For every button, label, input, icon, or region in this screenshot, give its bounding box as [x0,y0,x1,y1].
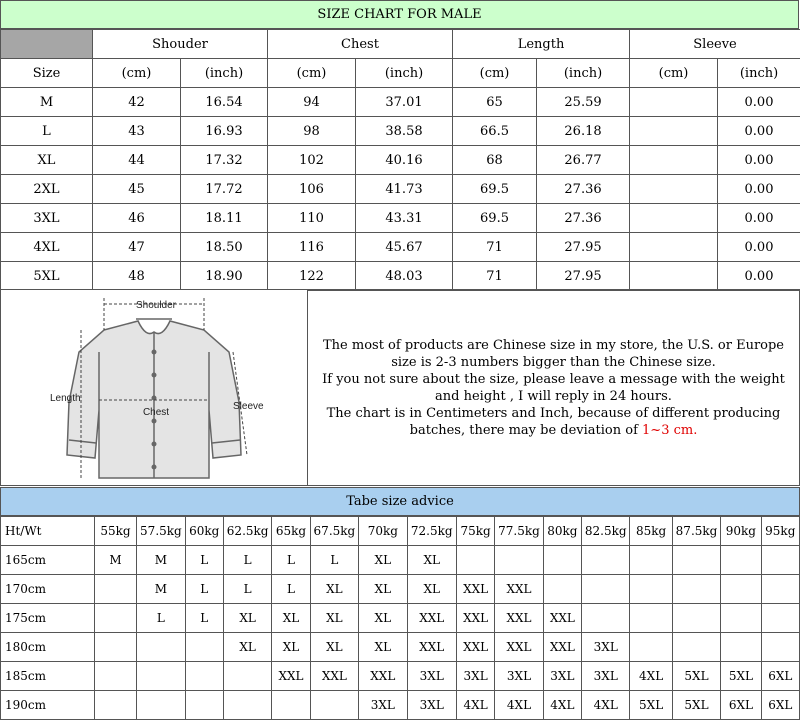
measurement-cell: 41.73 [356,175,453,204]
shirt-icon [1,290,307,485]
measurement-cell [630,175,718,204]
group-header-length: Length [453,30,630,59]
unit-header: (inch) [718,59,800,88]
advice-size-cell: 4XL [582,691,630,720]
advice-size-cell: XL [359,604,407,633]
advice-size-cell: 6XL [761,691,799,720]
measurement-cell: 69.5 [453,175,537,204]
weight-header: 70kg [359,517,407,546]
advice-size-cell [543,575,581,604]
advice-size-cell [94,691,136,720]
measurement-cell: 47 [93,233,181,262]
weight-header: 95kg [761,517,799,546]
advice-size-cell [672,546,720,575]
advice-size-cell [94,575,136,604]
advice-size-cell: XXL [359,662,407,691]
weight-header: 62.5kg [223,517,271,546]
note-line-3 [312,405,795,439]
header-corner [1,30,93,59]
advice-size-cell: M [137,546,185,575]
height-cell: 170cm [1,575,95,604]
height-cell: 190cm [1,691,95,720]
weight-header: 57.5kg [137,517,185,546]
advice-size-cell [721,575,761,604]
advice-size-cell: XL [359,546,407,575]
advice-size-cell [456,546,494,575]
unit-header: (cm) [630,59,718,88]
length-label: Length [50,393,81,404]
advice-size-cell [94,662,136,691]
measurement-cell: 0.00 [718,175,800,204]
advice-size-cell: XL [359,575,407,604]
advice-size-cell: M [94,546,136,575]
advice-size-cell: XXL [543,633,581,662]
measurement-cell: 0.00 [718,146,800,175]
advice-size-cell [495,546,543,575]
advice-size-cell: L [272,575,310,604]
advice-size-cell [223,662,271,691]
measurement-cell: 45.67 [356,233,453,262]
measurement-cell: 94 [268,88,356,117]
advice-size-cell [672,575,720,604]
unit-header: (cm) [453,59,537,88]
unit-header: (cm) [93,59,181,88]
note-line-2: If you not sure about the size, please leave a message with the weight and height , I will reply in 24 hours. [312,371,795,405]
advice-size-cell [137,662,185,691]
advice-size-cell: XXL [407,604,456,633]
measurement-cell: 68 [453,146,537,175]
measurement-cell: 17.32 [181,146,268,175]
measurement-cell: 0.00 [718,204,800,233]
advice-row [1,575,800,604]
size-chart-title: SIZE CHART FOR MALE [0,0,799,29]
advice-size-cell [672,633,720,662]
height-cell: 165cm [1,546,95,575]
advice-size-cell [630,633,672,662]
size-chart-table [0,29,800,291]
advice-size-cell: XXL [495,575,543,604]
advice-size-cell: XXL [407,633,456,662]
advice-size-cell [137,633,185,662]
size-row [1,204,800,233]
measurement-cell: 27.36 [537,204,630,233]
advice-size-cell [223,691,271,720]
advice-size-cell [761,633,799,662]
advice-size-cell: 3XL [582,633,630,662]
advice-size-cell [310,691,358,720]
advice-size-cell: 6XL [761,662,799,691]
measurement-cell [630,88,718,117]
advice-size-cell: M [137,575,185,604]
measurement-cell: 122 [268,262,356,291]
advice-row [1,633,800,662]
advice-size-cell: XXL [456,633,494,662]
measurement-cell: 106 [268,175,356,204]
advice-size-cell: XL [407,546,456,575]
advice-size-cell: 5XL [721,662,761,691]
height-cell: 185cm [1,662,95,691]
advice-size-cell [630,546,672,575]
measurement-cell: 40.16 [356,146,453,175]
unit-header: (inch) [181,59,268,88]
measurement-cell: 45 [93,175,181,204]
weight-header: 65kg [272,517,310,546]
measurement-cell: 98 [268,117,356,146]
size-cell: 4XL [1,233,93,262]
measurement-cell: 0.00 [718,117,800,146]
advice-row [1,546,800,575]
advice-size-cell [185,691,223,720]
measurement-cell: 116 [268,233,356,262]
measurement-cell [630,117,718,146]
group-header-shoulder: Shouder [93,30,268,59]
weight-header: 55kg [94,517,136,546]
advice-size-cell [761,575,799,604]
measurement-cell: 69.5 [453,204,537,233]
weight-header: 60kg [185,517,223,546]
weight-header: 72.5kg [407,517,456,546]
advice-size-cell: XL [310,633,358,662]
advice-size-cell: XXL [543,604,581,633]
group-header-sleeve: Sleeve [630,30,800,59]
measurement-cell: 26.18 [537,117,630,146]
advice-size-cell: XXL [272,662,310,691]
advice-size-cell [185,662,223,691]
advice-size-cell: L [272,546,310,575]
advice-size-cell [543,546,581,575]
measurement-cell: 26.77 [537,146,630,175]
measurement-cell: 27.36 [537,175,630,204]
advice-size-cell [185,633,223,662]
measurement-cell: 38.58 [356,117,453,146]
size-cell: L [1,117,93,146]
measurement-cell: 37.01 [356,88,453,117]
size-advice-title: Tabe size advice [0,487,800,516]
advice-header-row [1,517,800,546]
advice-row [1,662,800,691]
advice-size-cell: 3XL [495,662,543,691]
advice-size-cell [630,575,672,604]
advice-size-cell: XL [272,633,310,662]
measurement-cell: 42 [93,88,181,117]
measurement-cell: 17.72 [181,175,268,204]
advice-size-cell: XL [223,604,271,633]
advice-size-cell: XXL [495,604,543,633]
measurement-cell: 46 [93,204,181,233]
size-row [1,146,800,175]
measurement-cell: 27.95 [537,233,630,262]
advice-size-cell: 3XL [543,662,581,691]
advice-size-cell: 5XL [672,662,720,691]
measurement-cell: 18.50 [181,233,268,262]
shirt-measurement-illustration [0,289,308,486]
advice-size-cell: XXL [456,575,494,604]
advice-size-cell: 4XL [495,691,543,720]
info-section [0,289,800,487]
size-chart-unit-header [1,59,800,88]
size-cell: 2XL [1,175,93,204]
size-row [1,262,800,291]
advice-size-cell: 4XL [543,691,581,720]
size-row [1,117,800,146]
advice-size-cell: 5XL [630,691,672,720]
advice-size-cell: XXL [495,633,543,662]
advice-size-cell: L [185,575,223,604]
advice-size-cell: 3XL [407,691,456,720]
measurement-cell: 43.31 [356,204,453,233]
advice-size-cell [721,633,761,662]
advice-size-cell: XL [310,604,358,633]
advice-row [1,691,800,720]
advice-size-cell [137,691,185,720]
measurement-cell: 0.00 [718,233,800,262]
measurement-cell [630,233,718,262]
advice-size-cell: L [223,575,271,604]
size-column-header: Size [1,59,93,88]
advice-size-cell: L [223,546,271,575]
advice-size-cell [721,604,761,633]
size-cell: XL [1,146,93,175]
size-row [1,88,800,117]
weight-header: 67.5kg [310,517,358,546]
size-row [1,233,800,262]
advice-size-cell [630,604,672,633]
size-row [1,175,800,204]
advice-size-cell [761,604,799,633]
measurement-cell: 27.95 [537,262,630,291]
advice-size-cell: 5XL [672,691,720,720]
size-cell: 5XL [1,262,93,291]
advice-size-cell: XL [272,604,310,633]
advice-size-cell: L [137,604,185,633]
measurement-cell: 48 [93,262,181,291]
advice-size-cell: XL [223,633,271,662]
size-cell: 3XL [1,204,93,233]
advice-size-cell [582,604,630,633]
measurement-cell: 18.90 [181,262,268,291]
advice-size-cell: L [310,546,358,575]
advice-size-cell: XL [359,633,407,662]
measurement-cell: 18.11 [181,204,268,233]
height-cell: 180cm [1,633,95,662]
weight-header: 77.5kg [495,517,543,546]
weight-header: 85kg [630,517,672,546]
advice-size-cell [761,546,799,575]
advice-size-cell: L [185,604,223,633]
advice-size-cell [94,633,136,662]
advice-size-cell: 6XL [721,691,761,720]
measurement-cell: 0.00 [718,262,800,291]
advice-size-cell: 4XL [456,691,494,720]
advice-corner-header: Ht/Wt [1,517,95,546]
advice-size-cell [672,604,720,633]
measurement-cell [630,146,718,175]
measurement-cell: 0.00 [718,88,800,117]
measurement-cell: 16.54 [181,88,268,117]
advice-size-cell [272,691,310,720]
advice-size-cell: 3XL [407,662,456,691]
chest-label: Chest [143,407,169,418]
advice-size-cell [94,604,136,633]
measurement-cell: 71 [453,262,537,291]
measurement-cell [630,204,718,233]
size-cell: M [1,88,93,117]
sleeve-label: Sleeve [233,401,264,412]
measurement-cell: 44 [93,146,181,175]
advice-size-cell: XXL [456,604,494,633]
deviation-highlight: 1~3 cm. [642,423,697,438]
measurement-cell: 25.59 [537,88,630,117]
weight-header: 80kg [543,517,581,546]
advice-size-cell: XL [310,575,358,604]
size-advice-table [0,516,800,720]
advice-size-cell: L [185,546,223,575]
advice-row [1,604,800,633]
advice-size-cell: 4XL [630,662,672,691]
weight-header: 75kg [456,517,494,546]
measurement-cell: 65 [453,88,537,117]
size-chart-group-header [1,30,800,59]
unit-header: (inch) [537,59,630,88]
measurement-cell: 66.5 [453,117,537,146]
group-header-chest: Chest [268,30,453,59]
height-cell: 175cm [1,604,95,633]
size-notes [308,289,800,486]
advice-size-cell [721,546,761,575]
note-line-1: The most of products are Chinese size in my store, the U.S. or Europe size is 2-3 numbers bigger than the Chinese size. [312,337,795,371]
measurement-cell: 48.03 [356,262,453,291]
shoulder-label: Shoulder [136,300,177,311]
measurement-cell [630,262,718,291]
unit-header: (inch) [356,59,453,88]
measurement-cell: 43 [93,117,181,146]
advice-size-cell: 3XL [582,662,630,691]
unit-header: (cm) [268,59,356,88]
advice-size-cell: XXL [310,662,358,691]
measurement-cell: 16.93 [181,117,268,146]
weight-header: 82.5kg [582,517,630,546]
advice-size-cell: 3XL [359,691,407,720]
weight-header: 90kg [721,517,761,546]
advice-size-cell: 3XL [456,662,494,691]
advice-size-cell: XL [407,575,456,604]
note-line-3-text: The chart is in Centimeters and Inch, because of different producing batches, there may be deviation of [327,406,781,438]
advice-size-cell [582,546,630,575]
measurement-cell: 102 [268,146,356,175]
advice-size-cell [582,575,630,604]
weight-header: 87.5kg [672,517,720,546]
measurement-cell: 71 [453,233,537,262]
measurement-cell: 110 [268,204,356,233]
